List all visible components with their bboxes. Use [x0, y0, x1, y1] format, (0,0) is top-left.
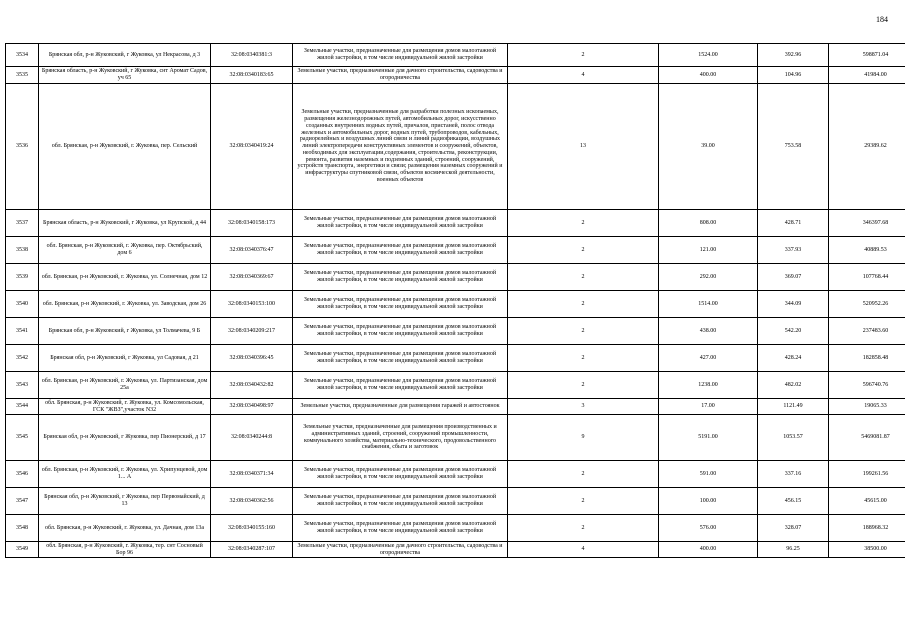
address-cell: обл. Брянская, р-н Жуковский, г. Жуковка, тер. снт Сосновый Бор 96: [39, 542, 211, 558]
cadastral-number-cell: 32:08:0340183:65: [211, 67, 293, 84]
row-number: 3542: [6, 345, 39, 372]
cadastral-value-cell: 41984.00: [829, 67, 905, 84]
area-cell: 5191.00: [659, 415, 758, 461]
cadastral-value-cell: 182858.48: [829, 345, 905, 372]
specific-value-cell: 753.58: [758, 84, 829, 210]
cadastral-value-cell: 596740.76: [829, 372, 905, 399]
address-cell: обл. Брянская, р-н Жуковский, г. Жуковка, ул. Комсомольская, ГСК "ЖВЗ",участок N32: [39, 399, 211, 415]
table-row: [6, 345, 905, 372]
row-number: 3544: [6, 399, 39, 415]
table-row: [6, 210, 905, 237]
group-number-cell: 2: [508, 515, 659, 542]
cadastral-value-cell: 107768.44: [829, 264, 905, 291]
land-use-cell: Земельные участки, предназначенные для дачного строительства, садоводства и огородничества: [293, 542, 508, 558]
cadastral-number-cell: 32:08:0340419:24: [211, 84, 293, 210]
row-number: 3534: [6, 44, 39, 67]
address-cell: обл. Брянская, р-н Жуковский, г. Жуковка, ул. Солнечная, дом 12: [39, 264, 211, 291]
group-number-cell: 2: [508, 372, 659, 399]
table-row: [6, 515, 905, 542]
area-cell: 400.00: [659, 67, 758, 84]
group-number-cell: 4: [508, 542, 659, 558]
area-cell: 591.00: [659, 461, 758, 488]
specific-value-cell: 428.24: [758, 345, 829, 372]
row-number: 3545: [6, 415, 39, 461]
specific-value-cell: 392.96: [758, 44, 829, 67]
area-cell: 100.00: [659, 488, 758, 515]
specific-value-cell: 328.07: [758, 515, 829, 542]
land-use-cell: Земельные участки, предназначенные для размещения домов малоэтажной жилой застройки, в том числе индивидуальной жилой застройки: [293, 264, 508, 291]
cadastral-value-cell: 188968.32: [829, 515, 905, 542]
group-number-cell: 2: [508, 345, 659, 372]
area-cell: 427.00: [659, 345, 758, 372]
specific-value-cell: 456.15: [758, 488, 829, 515]
row-number: 3541: [6, 318, 39, 345]
area-cell: 17.00: [659, 399, 758, 415]
cadastral-value-cell: 19065.33: [829, 399, 905, 415]
address-cell: обл. Брянская, р-н Жуковский, г. Жуковка, пер. Сельский: [39, 84, 211, 210]
cadastral-number-cell: 32:08:0340498:97: [211, 399, 293, 415]
row-number: 3547: [6, 488, 39, 515]
cadastral-value-cell: 237483.60: [829, 318, 905, 345]
cadastral-value-cell: 38500.00: [829, 542, 905, 558]
land-use-cell: Земельные участки, предназначенные для размещения гаражей и автостоянок: [293, 399, 508, 415]
address-cell: обл. Брянская, р-н Жуковский, г. Жуковка, ул. Дачная, дом 13а: [39, 515, 211, 542]
address-cell: Брянская область, р-н Жуковский, г Жуковка, снт Аромат Садов, уч 65: [39, 67, 211, 84]
table-row: [6, 542, 905, 558]
cadastral-value-cell: 346397.68: [829, 210, 905, 237]
table-row: [6, 237, 905, 264]
specific-value-cell: 337.93: [758, 237, 829, 264]
address-cell: Брянская обл, р-н Жуковский, г Жуковка, пер Пионерский, д 17: [39, 415, 211, 461]
land-use-cell: Земельные участки, предназначенные для размещения домов малоэтажной жилой застройки, в том числе индивидуальной жилой застройки: [293, 44, 508, 67]
specific-value-cell: 96.25: [758, 542, 829, 558]
row-number: 3537: [6, 210, 39, 237]
cadastral-number-cell: 32:08:0340381:3: [211, 44, 293, 67]
group-number-cell: 2: [508, 237, 659, 264]
group-number-cell: 2: [508, 461, 659, 488]
land-use-cell: Земельные участки, предназначенные для размещения домов малоэтажной жилой застройки, в том числе индивидуальной жилой застройки: [293, 210, 508, 237]
land-use-cell: Земельные участки, предназначенные для дачного строительства, садоводства и огородничества: [293, 67, 508, 84]
cadastral-value-cell: 520952.26: [829, 291, 905, 318]
table-row: [6, 415, 905, 461]
specific-value-cell: 482.02: [758, 372, 829, 399]
cadastral-number-cell: 32:08:0340376:47: [211, 237, 293, 264]
cadastral-value-cell: 598871.04: [829, 44, 905, 67]
cadastral-number-cell: 32:08:0340158:173: [211, 210, 293, 237]
table-row: [6, 44, 905, 67]
specific-value-cell: 428.71: [758, 210, 829, 237]
land-use-cell: Земельные участки, предназначенные для размещения домов малоэтажной жилой застройки, в том числе индивидуальной жилой застройки: [293, 515, 508, 542]
land-use-cell: Земельные участки, предназначенные для размещения домов малоэтажной жилой застройки, в том числе индивидуальной жилой застройки: [293, 345, 508, 372]
cadastral-number-cell: 32:08:0340287:107: [211, 542, 293, 558]
table-body: [6, 44, 905, 558]
cadastral-number-cell: 32:08:0340155:160: [211, 515, 293, 542]
land-use-cell: Земельные участки, предназначенные для размещения домов малоэтажной жилой застройки, в том числе индивидуальной жилой застройки: [293, 318, 508, 345]
cadastral-number-cell: 32:08:0340396:45: [211, 345, 293, 372]
address-cell: обл. Брянская, р-н Жуковский, г. Жуковка, ул. Заводская, дом 26: [39, 291, 211, 318]
table-row: [6, 291, 905, 318]
land-use-cell: Земельные участки, предназначенные для размещения домов малоэтажной жилой застройки, в том числе индивидуальной жилой застройки: [293, 291, 508, 318]
land-use-cell: Земельные участки, предназначенные для разработки полезных ископаемых, размещения железнодорожных путей, автомобильных дорог, искусственно созданных внутренних водных путей, причалов, пристаней, полос отвода железных и автомобильных дорог, водных путей, трубопроводов, кабельных, радиорелейных и воздушных линий связи и линий радиофикации, воздушных линий электропередачи конструктивных элементов и сооружений, объектов, необходимых для эксплуатации,содержания, строительства, реконструкции, ремонта, развития наземных и подземных зданий, строений, сооружений, устройств транспорта, энергетики и связи; размещения наземных сооружений и инфраструктуры спутниковой связи, объектов космической деятельности, военных объектов: [293, 84, 508, 210]
table-row: [6, 372, 905, 399]
specific-value-cell: 1121.49: [758, 399, 829, 415]
area-cell: 576.00: [659, 515, 758, 542]
specific-value-cell: 337.16: [758, 461, 829, 488]
row-number: 3549: [6, 542, 39, 558]
group-number-cell: 2: [508, 44, 659, 67]
land-use-cell: Земельные участки, предназначенные для размещения производственных и административных зданий, строений, сооружений промышленности, коммунального хозяйства, материально-технического, продовольственного снабжения, сбыта и заготовок: [293, 415, 508, 461]
cadastral-value-cell: 45615.00: [829, 488, 905, 515]
group-number-cell: 2: [508, 210, 659, 237]
table-row: [6, 84, 905, 210]
cadastral-value-cell: 29389.62: [829, 84, 905, 210]
address-cell: Брянская обл, р-н Жуковский, г Жуковка, пер Первомайский, д 13: [39, 488, 211, 515]
row-number: 3536: [6, 84, 39, 210]
cadastral-value-cell: 5469081.87: [829, 415, 905, 461]
group-number-cell: 2: [508, 291, 659, 318]
group-number-cell: 9: [508, 415, 659, 461]
land-use-cell: Земельные участки, предназначенные для размещения домов малоэтажной жилой застройки, в том числе индивидуальной жилой застройки: [293, 461, 508, 488]
group-number-cell: 13: [508, 84, 659, 210]
address-cell: обл. Брянская, р-н Жуковский, г. Жуковка, ул. Партизанская, дом 25а: [39, 372, 211, 399]
area-cell: 39.00: [659, 84, 758, 210]
land-use-cell: Земельные участки, предназначенные для размещения домов малоэтажной жилой застройки, в том числе индивидуальной жилой застройки: [293, 372, 508, 399]
group-number-cell: 4: [508, 67, 659, 84]
address-cell: обл. Брянская, р-н Жуковский, г. Жуковка, пер. Октябрьский, дом 6: [39, 237, 211, 264]
specific-value-cell: 542.20: [758, 318, 829, 345]
land-use-cell: Земельные участки, предназначенные для размещения домов малоэтажной жилой застройки, в том числе индивидуальной жилой застройки: [293, 237, 508, 264]
address-cell: Брянская обл, р-н Жуковский, г Жуковка, ул Садовая, д 21: [39, 345, 211, 372]
specific-value-cell: 344.09: [758, 291, 829, 318]
table-row: [6, 318, 905, 345]
cadastral-number-cell: 32:08:0340362:56: [211, 488, 293, 515]
cadastral-number-cell: 32:08:0340371:34: [211, 461, 293, 488]
group-number-cell: 3: [508, 399, 659, 415]
table-row: [6, 67, 905, 84]
row-number: 3546: [6, 461, 39, 488]
row-number: 3538: [6, 237, 39, 264]
table-row: [6, 488, 905, 515]
cadastral-number-cell: 32:08:0340369:67: [211, 264, 293, 291]
land-registry-table: [5, 43, 905, 558]
row-number: 3540: [6, 291, 39, 318]
group-number-cell: 2: [508, 318, 659, 345]
cadastral-number-cell: 32:08:0340209:217: [211, 318, 293, 345]
group-number-cell: 2: [508, 264, 659, 291]
area-cell: 121.00: [659, 237, 758, 264]
cadastral-number-cell: 32:08:0340432:82: [211, 372, 293, 399]
group-number-cell: 2: [508, 488, 659, 515]
table-row: [6, 264, 905, 291]
specific-value-cell: 104.96: [758, 67, 829, 84]
row-number: 3539: [6, 264, 39, 291]
table-row: [6, 461, 905, 488]
area-cell: 1524.00: [659, 44, 758, 67]
area-cell: 400.00: [659, 542, 758, 558]
address-cell: обл. Брянская, р-н Жуковский, г. Жуковка, ул. Хрипунцевой, дом 1... А: [39, 461, 211, 488]
address-cell: Брянская область, р-н Жуковский, г Жуковка, ул Крупской, д 44: [39, 210, 211, 237]
row-number: 3535: [6, 67, 39, 84]
row-number: 3548: [6, 515, 39, 542]
table-row: [6, 399, 905, 415]
area-cell: 438.00: [659, 318, 758, 345]
row-number: 3543: [6, 372, 39, 399]
area-cell: 1238.00: [659, 372, 758, 399]
address-cell: Брянская обл, р-н Жуковский, г Жуковка, ул Толмачева, 9 Б: [39, 318, 211, 345]
cadastral-value-cell: 199261.56: [829, 461, 905, 488]
specific-value-cell: 1053.57: [758, 415, 829, 461]
cadastral-number-cell: 32:08:0340244:8: [211, 415, 293, 461]
page-number: 184: [876, 15, 888, 24]
land-use-cell: Земельные участки, предназначенные для размещения домов малоэтажной жилой застройки, в том числе индивидуальной жилой застройки: [293, 488, 508, 515]
area-cell: 1514.00: [659, 291, 758, 318]
specific-value-cell: 369.07: [758, 264, 829, 291]
area-cell: 808.00: [659, 210, 758, 237]
cadastral-number-cell: 32:08:0340153:100: [211, 291, 293, 318]
cadastral-value-cell: 40889.53: [829, 237, 905, 264]
address-cell: Брянская обл, р-н Жуковский, г Жуковка, ул Некрасова, д 3: [39, 44, 211, 67]
area-cell: 292.00: [659, 264, 758, 291]
